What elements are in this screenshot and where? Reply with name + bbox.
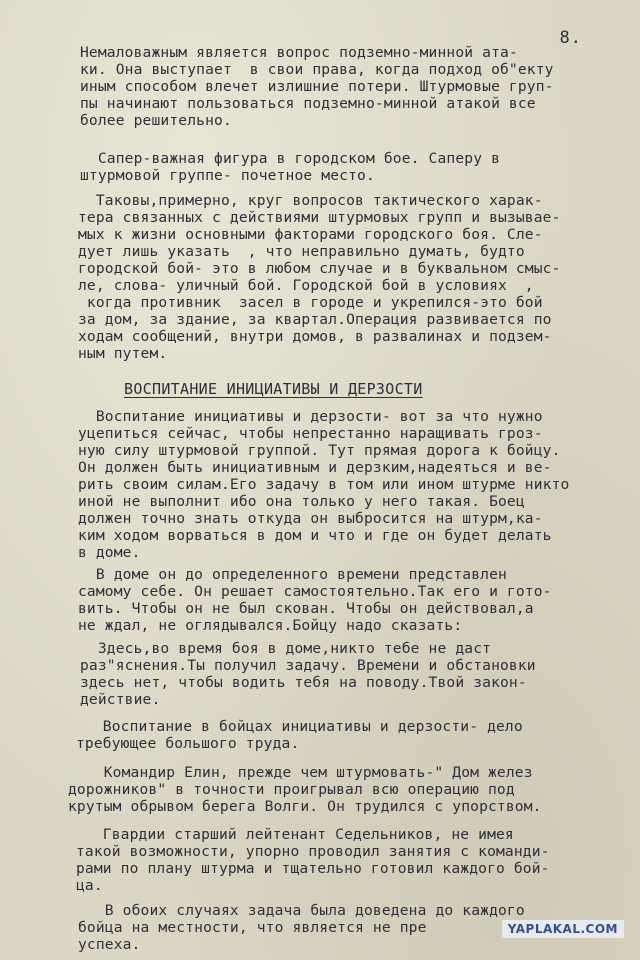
paragraph-in-the-house: В доме он до определенного времени представлен самому себе. Он решает самостоятельно.Так его и гото- вить. Чтобы он не был скован. Чтобы он действовал,а не ждал, не оглядывался.Бойцу надо сказать: (78, 566, 552, 634)
paragraph-initiative-and-boldness: Воспитание инициативы и дерзости- вот за что нужно уцепиться сейчас, чтобы непрестанно наращивать гроз- ную силу штурмовой группой. Тут прямая дорога к бойцу. Он должен быть инициативным и дерзким,надеяться и ве- рить своим силам.Его задачу в том или ином штурме никто иной не выполнит ибо она только у него такая. Боец должен точно знать откуда он выбросится на штурм,ка- ким ходом ворваться в дом и что и где он будет делать в доме. (78, 408, 570, 561)
paragraph-tactical-questions: Таковы,примерно, круг вопросов тактического харак- тера связанных с действиями штурмовых групп и вызывае- мых к жизни основными факторами городского боя. Сле- дует лишь указать , что неправильно думать, будто городской бой- это в любом случае и в буквальном смыс- ле, слова- уличный бой. Городской бой в условиях , когда противник засел в городе и укрепился-это бой за дом, за здание, за квартал.Операция развивается по ходам сообщений, внутри домов, в развалинах и подзем- ным путем. (78, 192, 561, 362)
paragraph-both-cases: В обоих случаях задача была доведена до каждого бойца на местности, что является не пре успеха. (78, 902, 525, 953)
page-number: 8. (559, 28, 582, 48)
paragraph-quote-to-soldier: Здесь,во время боя в доме,никто тебе не даст раз"яснения.Ты получил задачу. Времени и обстановки здесь нет, чтобы водить тебя на поводу.Твой закон- действие. (80, 640, 536, 708)
paragraph-underground-mine-attack: Немаловажным является вопрос подземно-минной ата- ки. Она выступает в свои права, когда подход об"екту иным способом влечет излишние потери. Штурмовые груп- пы начинают пользоваться подземно-минной атакой все более решительно. (80, 44, 554, 129)
paragraph-training-effort: Воспитание в бойцах инициативы и дерзости- дело требующее большого труда. (76, 718, 523, 752)
paragraph-lieutenant-sedelnikov: Гвардии старший лейтенант Седельников, не имея такой возможности, упорно проводил занятия с команди- рами по плану штурма и тщательно готовил каждого бой- ца. (76, 826, 550, 894)
paragraph-sapper: Сапер-важная фигура в городском бое. Саперу в штурмовой группе- почетное место. (80, 150, 501, 184)
paragraph-commander-elin: Командир Елин, прежде чем штурмовать-" Дом желез дорожников" в точности проигрывал всю операцию под крутым обрывом берега Волги. Он трудился с упорством. (68, 764, 542, 815)
section-heading: ВОСПИТАНИЕ ИНИЦИАТИВЫ И ДЕРЗОСТИ (124, 380, 423, 398)
site-watermark: YAPLAKAL.COM (502, 920, 624, 938)
